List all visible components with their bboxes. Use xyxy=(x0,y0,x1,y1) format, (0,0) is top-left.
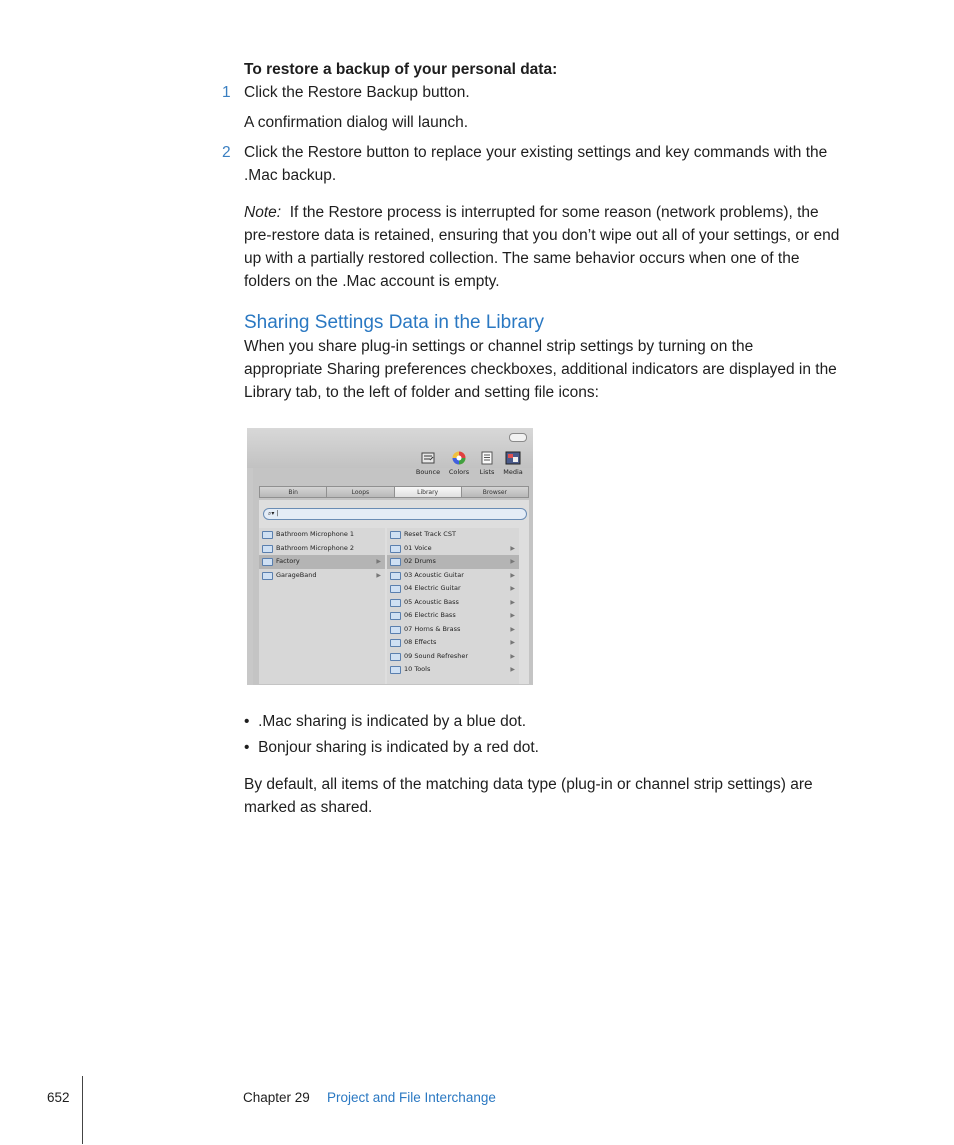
list-item[interactable] xyxy=(387,663,519,677)
page-number: 652 xyxy=(47,1090,70,1105)
step-result: A confirmation dialog will launch. xyxy=(244,114,469,131)
list-item[interactable] xyxy=(387,596,519,610)
list-item[interactable] xyxy=(387,609,519,623)
lists-label: Lists xyxy=(479,468,495,476)
folder-icon xyxy=(390,599,401,607)
lists-icon xyxy=(479,450,495,466)
folder-icon xyxy=(390,572,401,580)
list-item-label: 10 Tools xyxy=(404,665,431,673)
note-line xyxy=(244,201,819,224)
settings-file-icon xyxy=(390,531,401,539)
intro-line: appropriate Sharing preferences checkboxes, additional indicators are displayed in the xyxy=(244,361,837,378)
footer-divider xyxy=(82,1076,83,1144)
intro-line: Library tab, to the left of folder and setting file icons: xyxy=(244,384,599,401)
disclosure-arrow-icon: ▶ xyxy=(510,544,515,552)
list-item-label: Reset Track CST xyxy=(404,530,456,538)
left-column xyxy=(259,528,385,684)
note-line: pre-restore data is retained, ensuring that you don’t wipe out all of your settings, or end xyxy=(244,227,840,244)
library-panel xyxy=(259,500,529,684)
list-item[interactable] xyxy=(259,555,385,569)
list-item[interactable] xyxy=(387,528,519,542)
list-item-label: Factory xyxy=(276,557,300,565)
list-item-label: 01 Voice xyxy=(404,543,432,552)
section-heading: Sharing Settings Data in the Library xyxy=(244,312,544,333)
list-item-label: 05 Acoustic Bass xyxy=(404,597,459,606)
list-item[interactable] xyxy=(259,569,385,583)
chapter-title: Project and File Interchange xyxy=(327,1090,496,1105)
toolbar-toggle-button[interactable] xyxy=(509,433,527,442)
bullet-icon: • xyxy=(244,739,250,756)
list-item[interactable] xyxy=(387,650,519,664)
list-item[interactable] xyxy=(387,582,519,596)
list-item[interactable] xyxy=(387,555,519,569)
colors-icon xyxy=(451,450,467,466)
disclosure-arrow-icon: ▶ xyxy=(510,639,515,646)
disclosure-arrow-icon: ▶ xyxy=(510,558,515,565)
bullet-icon: • xyxy=(244,713,250,730)
list-item[interactable] xyxy=(259,528,385,542)
step-text: Click the Restore button to replace your existing settings and key commands with the xyxy=(244,144,828,161)
list-item-label: 03 Acoustic Guitar xyxy=(404,570,464,579)
folder-icon xyxy=(262,558,273,566)
disclosure-arrow-icon: ▶ xyxy=(510,598,515,606)
folder-icon xyxy=(390,653,401,661)
library-tabs xyxy=(259,486,529,498)
note-text: If the Restore process is interrupted for some reason (network problems), the xyxy=(289,204,819,221)
list-item[interactable] xyxy=(387,542,519,556)
folder-icon xyxy=(262,572,273,580)
search-icon: ⌕▾ | xyxy=(268,510,279,517)
list-item-label: GarageBand xyxy=(276,570,317,579)
list-item-label: 04 Electric Guitar xyxy=(404,584,461,592)
right-column xyxy=(387,528,519,684)
note-label: Note: xyxy=(244,204,282,221)
disclosure-arrow-icon: ▶ xyxy=(510,612,515,619)
library-screenshot xyxy=(247,428,533,685)
disclosure-arrow-icon: ▶ xyxy=(510,571,515,579)
list-item-label: 02 Drums xyxy=(404,557,436,565)
tab-library[interactable]: Library xyxy=(394,486,461,498)
bullet-item xyxy=(244,736,539,759)
bounce-button[interactable] xyxy=(413,450,443,476)
folder-icon xyxy=(390,558,401,566)
folder-icon xyxy=(390,639,401,647)
list-item-label: 09 Sound Refresher xyxy=(404,651,469,660)
bounce-label: Bounce xyxy=(415,468,441,476)
colors-button[interactable] xyxy=(444,450,474,476)
bounce-icon xyxy=(420,450,436,466)
search-input[interactable] xyxy=(263,508,527,520)
list-item-label: Bathroom Microphone 2 xyxy=(276,543,355,552)
note-line: up with a partially restored collection. The same behavior occurs when one of the xyxy=(244,250,800,267)
closing-line: marked as shared. xyxy=(244,799,373,816)
restore-heading: To restore a backup of your personal data: xyxy=(244,61,558,78)
list-item-label: 06 Electric Bass xyxy=(404,611,456,619)
closing-line: By default, all items of the matching data type (plug-in or channel strip settings) are xyxy=(244,776,813,793)
tab-bin[interactable]: Bin xyxy=(259,486,326,498)
chapter-label: Chapter 29 xyxy=(243,1090,310,1105)
list-item[interactable] xyxy=(387,623,519,637)
list-item-label: Bathroom Microphone 1 xyxy=(276,530,355,538)
disclosure-arrow-icon: ▶ xyxy=(510,652,515,660)
folder-icon xyxy=(390,666,401,674)
left-panel-edge xyxy=(247,468,253,685)
intro-line: When you share plug-in settings or channel strip settings by turning on the xyxy=(244,338,754,355)
disclosure-arrow-icon: ▶ xyxy=(510,625,515,633)
colors-label: Colors xyxy=(448,468,470,476)
media-icon xyxy=(505,450,521,466)
list-item[interactable] xyxy=(387,636,519,650)
folder-icon xyxy=(390,612,401,620)
disclosure-arrow-icon: ▶ xyxy=(510,585,515,592)
list-item[interactable] xyxy=(259,542,385,556)
settings-file-icon xyxy=(262,545,273,553)
bullet-text: .Mac sharing is indicated by a blue dot. xyxy=(258,713,527,730)
disclosure-arrow-icon: ▶ xyxy=(376,558,381,565)
bullet-text: Bonjour sharing is indicated by a red dot. xyxy=(258,739,539,756)
folder-icon xyxy=(390,545,401,553)
step-number: 1 xyxy=(222,84,231,101)
step-text: .Mac backup. xyxy=(244,167,337,184)
list-item[interactable] xyxy=(387,569,519,583)
disclosure-arrow-icon: ▶ xyxy=(376,571,381,579)
media-label: Media xyxy=(503,468,523,476)
disclosure-arrow-icon: ▶ xyxy=(510,666,515,673)
folder-icon xyxy=(390,585,401,593)
tab-loops[interactable]: Loops xyxy=(326,486,393,498)
note-line: folders on the .Mac account is empty. xyxy=(244,273,500,290)
media-button[interactable] xyxy=(498,450,528,476)
step-number: 2 xyxy=(222,144,231,161)
list-item-label: 08 Effects xyxy=(404,638,437,646)
bullet-item xyxy=(244,710,526,733)
step-text: Click the Restore Backup button. xyxy=(244,84,470,101)
list-item-label: 07 Horns & Brass xyxy=(404,624,461,633)
settings-file-icon xyxy=(262,531,273,539)
folder-icon xyxy=(390,626,401,634)
tab-browser[interactable]: Browser xyxy=(461,486,529,498)
